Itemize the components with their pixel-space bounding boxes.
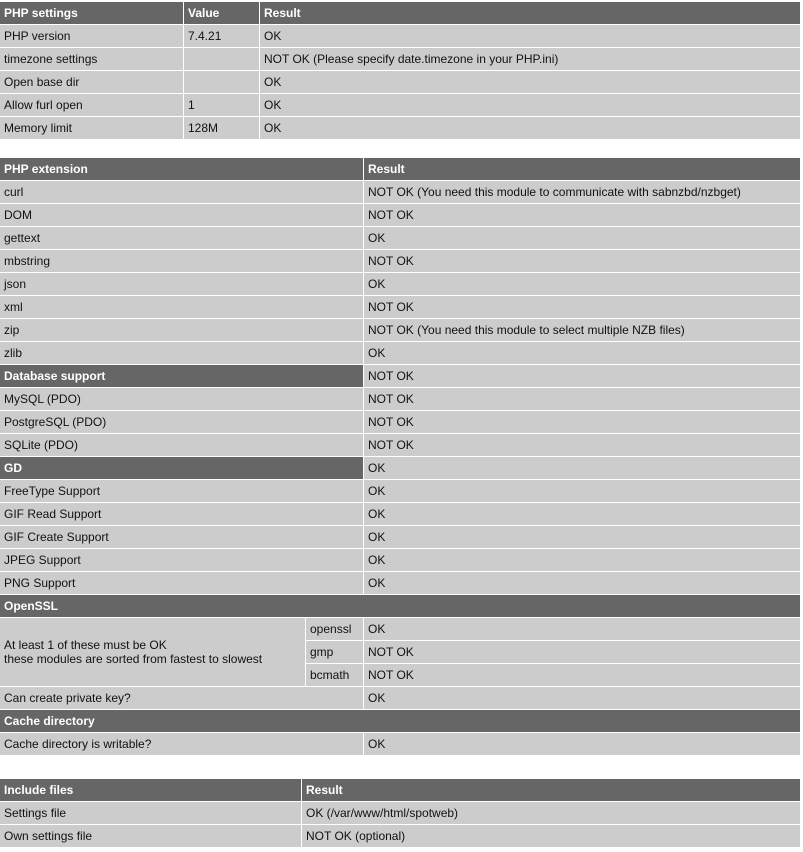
table-row [0, 319, 800, 341]
database-support-header: Database support [0, 365, 363, 387]
setting-name: Allow furl open [0, 94, 183, 116]
gd-feature-result: OK [364, 480, 800, 502]
table-row [0, 618, 800, 640]
database-support-result: NOT OK [364, 365, 800, 387]
setting-name: Open base dir [0, 71, 183, 93]
openssl-module-name: bcmath [306, 664, 363, 686]
table-row [0, 71, 800, 93]
table-row [0, 687, 800, 709]
openssl-module-result: NOT OK [364, 664, 800, 686]
extension-result: OK [364, 227, 800, 249]
gd-feature-name: FreeType Support [0, 480, 363, 502]
cache-writable-result: OK [364, 733, 800, 755]
openssl-module-result: NOT OK [364, 641, 800, 663]
extension-name: mbstring [0, 250, 363, 272]
column-header-result: Result [260, 2, 800, 24]
table-header-row [0, 2, 800, 24]
openssl-section-row [0, 595, 800, 617]
column-header-php-settings: PHP settings [0, 2, 183, 24]
openssl-module-result: OK [364, 618, 800, 640]
cache-directory-section-row [0, 710, 800, 732]
setting-name: timezone settings [0, 48, 183, 70]
column-header-php-extension: PHP extension [0, 158, 363, 180]
table-row [0, 296, 800, 318]
include-file-result: OK (/var/www/html/spotweb) [302, 802, 800, 824]
gd-feature-name: PNG Support [0, 572, 363, 594]
include-files-table [0, 778, 801, 848]
gd-feature-name: GIF Create Support [0, 526, 363, 548]
table-row [0, 181, 800, 203]
openssl-header: OpenSSL [0, 595, 800, 617]
private-key-result: OK [364, 687, 800, 709]
extension-name: zlib [0, 342, 363, 364]
extension-result: NOT OK (You need this module to communicate with sabnzbd/nzbget) [364, 181, 800, 203]
gd-feature-result: OK [364, 572, 800, 594]
column-header-include-files: Include files [0, 779, 301, 801]
extension-name: curl [0, 181, 363, 203]
table-row [0, 94, 800, 116]
extension-result: OK [364, 273, 800, 295]
php-settings-table [0, 1, 801, 140]
table-row [0, 227, 800, 249]
include-file-name: Settings file [0, 802, 301, 824]
database-result: NOT OK [364, 434, 800, 456]
table-row [0, 733, 800, 755]
table-row [0, 204, 800, 226]
setting-result: OK [260, 117, 800, 139]
openssl-note [0, 618, 305, 686]
setting-result: OK [260, 71, 800, 93]
table-row [0, 250, 800, 272]
private-key-label: Can create private key? [0, 687, 363, 709]
database-support-section-row [0, 365, 800, 387]
table-row [0, 117, 800, 139]
table-row [0, 572, 800, 594]
table-row [0, 411, 800, 433]
extension-name: xml [0, 296, 363, 318]
gd-feature-result: OK [364, 526, 800, 548]
openssl-note-line1: At least 1 of these must be OK [4, 638, 167, 652]
gd-feature-result: OK [364, 549, 800, 571]
table-row [0, 273, 800, 295]
extension-result: NOT OK [364, 204, 800, 226]
database-name: PostgreSQL (PDO) [0, 411, 363, 433]
cache-writable-label: Cache directory is writable? [0, 733, 363, 755]
setting-result: NOT OK (Please specify date.timezone in your PHP.ini) [260, 48, 800, 70]
table-row [0, 802, 800, 824]
table-row [0, 388, 800, 410]
database-name: SQLite (PDO) [0, 434, 363, 456]
table-row [0, 480, 800, 502]
extension-name: zip [0, 319, 363, 341]
extension-result: NOT OK (You need this module to select multiple NZB files) [364, 319, 800, 341]
database-result: NOT OK [364, 388, 800, 410]
extension-result: NOT OK [364, 296, 800, 318]
table-row [0, 825, 800, 847]
gd-section-row [0, 457, 800, 479]
include-file-name: Own settings file [0, 825, 301, 847]
gd-feature-name: JPEG Support [0, 549, 363, 571]
gd-feature-result: OK [364, 503, 800, 525]
column-header-value: Value [184, 2, 259, 24]
setting-value: 7.4.21 [184, 25, 259, 47]
setting-result: OK [260, 94, 800, 116]
table-row [0, 434, 800, 456]
extension-result: OK [364, 342, 800, 364]
table-row [0, 48, 800, 70]
setting-value: 1 [184, 94, 259, 116]
table-header-row [0, 779, 800, 801]
extension-name: gettext [0, 227, 363, 249]
extension-name: DOM [0, 204, 363, 226]
cache-directory-header: Cache directory [0, 710, 800, 732]
openssl-module-name: gmp [306, 641, 363, 663]
database-result: NOT OK [364, 411, 800, 433]
setting-name: PHP version [0, 25, 183, 47]
gd-header: GD [0, 457, 363, 479]
database-name: MySQL (PDO) [0, 388, 363, 410]
extension-result: NOT OK [364, 250, 800, 272]
openssl-note-line2: these modules are sorted from fastest to slowest [4, 652, 263, 666]
setting-name: Memory limit [0, 117, 183, 139]
setting-value: 128M [184, 117, 259, 139]
table-row [0, 342, 800, 364]
column-header-result: Result [302, 779, 800, 801]
column-header-result: Result [364, 158, 800, 180]
php-extensions-table [0, 157, 801, 756]
table-row [0, 503, 800, 525]
gd-feature-name: GIF Read Support [0, 503, 363, 525]
table-row [0, 25, 800, 47]
openssl-module-name: openssl [306, 618, 363, 640]
include-file-result: NOT OK (optional) [302, 825, 800, 847]
table-row [0, 526, 800, 548]
extension-name: json [0, 273, 363, 295]
gd-result: OK [364, 457, 800, 479]
setting-value [184, 71, 259, 93]
setting-result: OK [260, 25, 800, 47]
table-header-row [0, 158, 800, 180]
table-row [0, 549, 800, 571]
setting-value [184, 48, 259, 70]
